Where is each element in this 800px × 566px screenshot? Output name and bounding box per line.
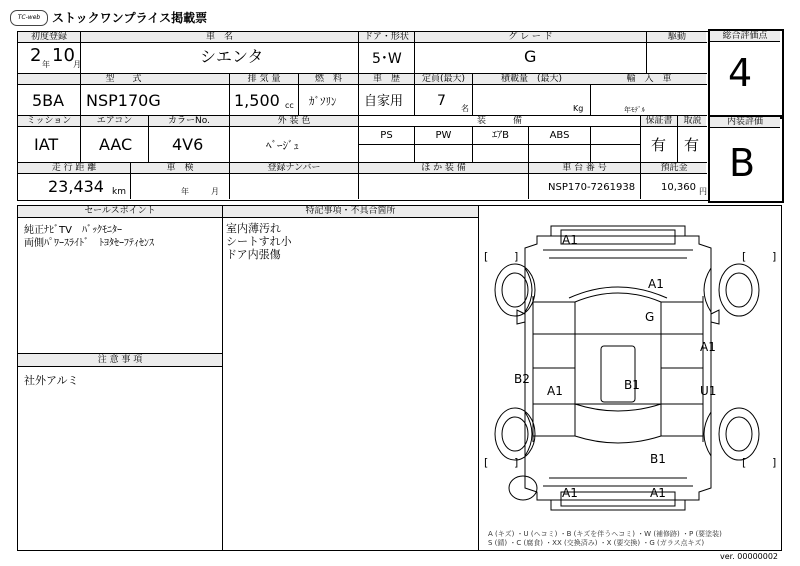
label-inspection: 車 検 xyxy=(166,163,194,173)
capacity-value: 7 xyxy=(437,93,446,109)
label-capacity: 定員(最大) xyxy=(421,74,466,84)
model-value: NSP170G xyxy=(86,91,161,110)
label-import: 輸 入 車 xyxy=(626,74,672,84)
label-history: 車 歴 xyxy=(372,74,400,84)
damage-mark-5: B2 xyxy=(514,372,530,386)
interior-score-value: B xyxy=(729,141,756,185)
legend-line-1: A (キズ) ・U (ヘコミ) ・B (キズを伴うヘコミ) ・W (補修跡) ・P (要塗装) xyxy=(488,530,722,538)
manual-value: 有 xyxy=(684,136,700,154)
note-line-3: ドア内張傷 xyxy=(226,248,281,261)
first-reg-month: 10 xyxy=(52,45,75,66)
recycle-unit: 円 xyxy=(699,187,707,196)
caution-heading: 注 意 事 項 xyxy=(97,355,143,365)
inspection-year-unit: 年 xyxy=(181,187,189,196)
exterior-color-value: ﾍﾞｰｼﾞｭ xyxy=(266,139,299,152)
label-equipment: 装 備 xyxy=(476,116,522,126)
damage-mark-3: G xyxy=(645,310,655,324)
label-warranty: 保証書 xyxy=(645,116,673,126)
damage-mark-4: A1 xyxy=(700,340,716,354)
equip-4: ABS xyxy=(549,130,570,141)
fuel-value: ｶﾞｿﾘﾝ xyxy=(309,95,337,108)
label-mission: ミッション xyxy=(26,116,72,126)
model-prefix: 5BA xyxy=(32,91,65,110)
label-color-no: カラーNo. xyxy=(168,116,210,126)
sales-point-line-1: 純正ﾅﾋﾞTV ﾊﾞｯｸﾓﾆﾀｰ xyxy=(24,225,122,236)
label-fuel: 燃 料 xyxy=(314,74,342,84)
bracket-fl-close: ] xyxy=(514,250,519,263)
damage-mark-6: A1 xyxy=(547,384,563,398)
label-mileage: 走 行 距 離 xyxy=(51,163,97,173)
note-line-2: シートすれ小 xyxy=(226,235,292,248)
payload-unit: Kg xyxy=(573,104,584,113)
logo-text: TC-web xyxy=(17,14,41,21)
recycle-value: 10,360 xyxy=(661,182,696,193)
door-shape-value: 5･W xyxy=(372,51,402,67)
mileage-unit: km xyxy=(112,187,126,197)
displacement-unit: cc xyxy=(285,101,294,110)
bracket-fr-open: [ xyxy=(742,250,747,263)
mileage-value: 23,434 xyxy=(48,177,104,196)
label-recycle: 預託金 xyxy=(660,163,688,173)
label-chassis-no: 車 台 番 号 xyxy=(562,163,607,173)
notes-heading: 特記事項・不具合箇所 xyxy=(305,206,396,216)
bracket-rr-close: ] xyxy=(772,456,777,469)
import-year-model: 年ﾓﾃﾞﾙ xyxy=(624,106,645,114)
bracket-rr-open: [ xyxy=(742,456,747,469)
warranty-value: 有 xyxy=(651,136,667,154)
label-other-equip: ほ か 装 備 xyxy=(421,163,466,173)
damage-mark-1: A1 xyxy=(562,233,578,247)
bracket-fr-close: ] xyxy=(772,250,777,263)
inspection-month-unit: 月 xyxy=(211,187,219,196)
sales-point-line-2: 両側ﾊﾟﾜｰｽﾗｲﾄﾞ ﾄﾖﾀｾｰﾌﾃｨｾﾝｽ xyxy=(24,238,154,249)
damage-mark-2: A1 xyxy=(648,277,664,291)
grade-value: G xyxy=(524,47,537,66)
label-car-name: 車 名 xyxy=(205,32,233,42)
label-aircon: エアコン xyxy=(96,116,133,126)
label-total-score: 総合評価点 xyxy=(722,31,768,41)
caution-line-1: 社外アルミ xyxy=(24,374,79,387)
legend-line-2: S (錆) ・C (腐食) ・XX (交換済み) ・X (要交換) ・G (ガラス点キズ) xyxy=(488,539,705,547)
car-name-value: シエンタ xyxy=(200,47,264,66)
label-interior-score: 内装評価 xyxy=(726,117,763,127)
bracket-rl-open: [ xyxy=(484,456,489,469)
label-displacement: 排 気 量 xyxy=(247,74,281,84)
damage-mark-8: U1 xyxy=(700,384,717,398)
equip-1: PS xyxy=(380,130,393,141)
capacity-unit: 名 xyxy=(461,104,469,113)
logo xyxy=(10,10,48,26)
label-model: 型 式 xyxy=(105,74,142,84)
label-grade: グ レ ー ド xyxy=(508,32,553,42)
bracket-fl-open: [ xyxy=(484,250,489,263)
first-reg-year: 2 xyxy=(30,45,42,66)
mission-value: IAT xyxy=(34,135,59,154)
displacement-value: 1,500 xyxy=(234,91,280,110)
total-score-value: 4 xyxy=(728,51,753,95)
label-manual: 取説 xyxy=(683,116,702,126)
equip-3: ｴｱB xyxy=(492,130,509,141)
label-payload: 積載量 (最大) xyxy=(500,74,563,84)
aircon-value: AAC xyxy=(99,135,133,154)
label-plate: 登録ナンバー xyxy=(267,163,321,173)
sales-points-heading: セールスポイント xyxy=(84,206,156,216)
bracket-rl-close: ] xyxy=(514,456,519,469)
chassis-no-value: NSP170-7261938 xyxy=(548,182,636,193)
damage-mark-10: A1 xyxy=(562,486,578,500)
label-exterior-color: 外 装 色 xyxy=(277,116,311,126)
first-reg-month-unit: 月 xyxy=(73,60,81,69)
label-door-shape: ドア・形状 xyxy=(364,32,409,42)
first-reg-year-unit: 年 xyxy=(42,60,50,69)
damage-mark-11: A1 xyxy=(650,486,666,500)
label-drive: 駆動 xyxy=(667,32,686,42)
label-first-reg: 初度登録 xyxy=(30,32,67,42)
page-title: ストックワンプライス掲載票 xyxy=(52,11,208,25)
damage-mark-7: B1 xyxy=(624,378,640,392)
color-no-value: 4V6 xyxy=(172,135,204,154)
equip-2: PW xyxy=(435,130,452,141)
note-line-1: 室内薄汚れ xyxy=(226,222,281,235)
version-label: ver. 00000002 xyxy=(720,552,779,561)
damage-mark-9: B1 xyxy=(650,452,666,466)
history-value: 自家用 xyxy=(364,94,404,109)
car-damage-diagram xyxy=(479,206,779,526)
